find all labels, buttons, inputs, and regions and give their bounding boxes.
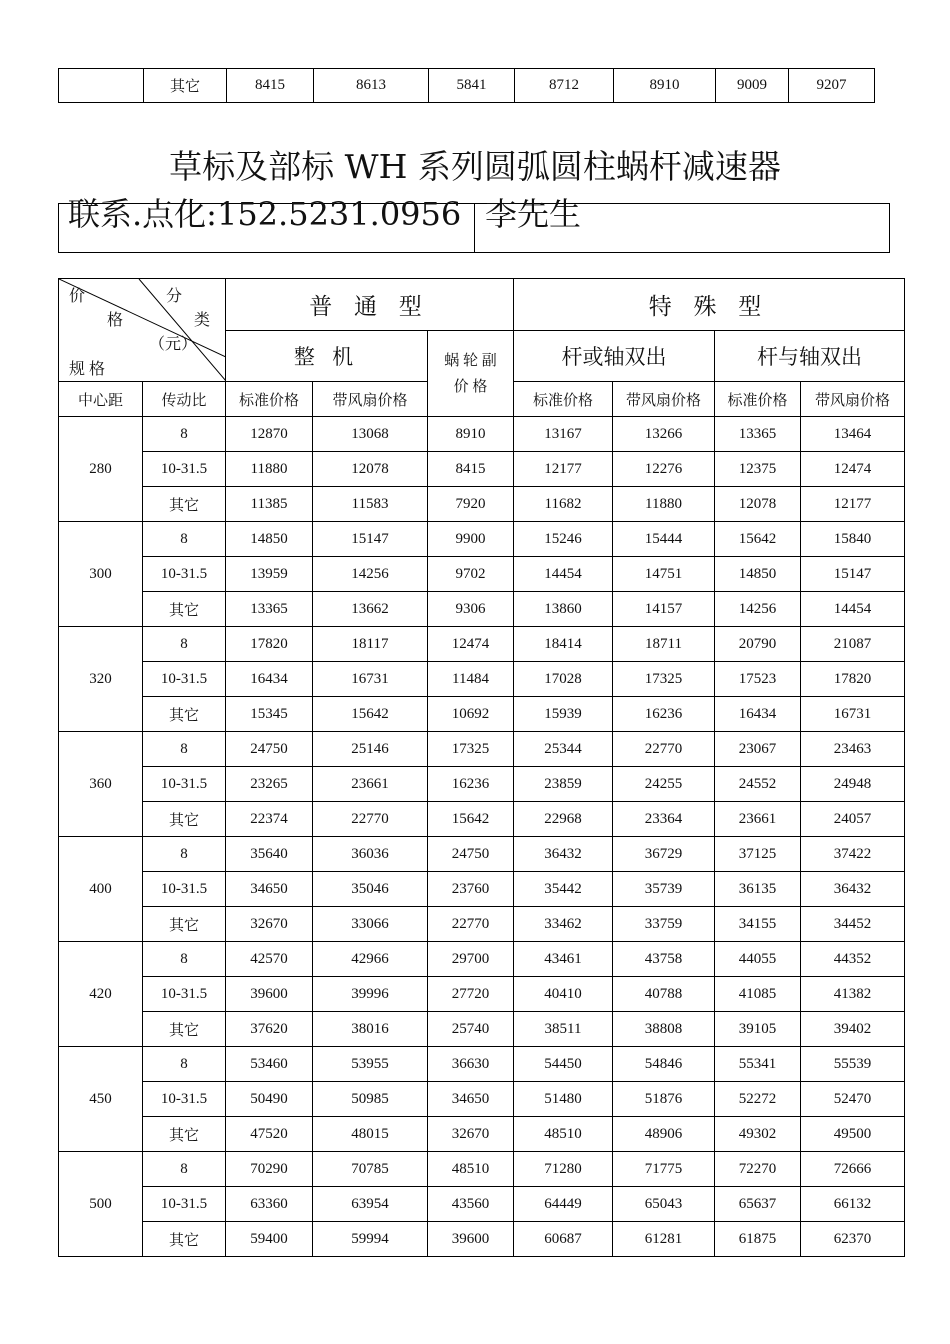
price-cell: 52470 xyxy=(801,1082,905,1117)
price-cell: 14454 xyxy=(801,592,905,627)
table-row xyxy=(59,1117,905,1152)
ratio-cell: 10-31.5 xyxy=(143,452,226,487)
price-cell: 14751 xyxy=(613,557,715,592)
price-cell: 13464 xyxy=(801,417,905,452)
table-row xyxy=(59,627,905,662)
corner-label-jia: 价 xyxy=(69,288,86,305)
price-cell: 63360 xyxy=(226,1187,313,1222)
price-cell: 15939 xyxy=(514,697,613,732)
table-row xyxy=(59,487,905,522)
ratio-cell: 8 xyxy=(143,732,226,767)
price-cell: 18711 xyxy=(613,627,715,662)
table-row xyxy=(59,1082,905,1117)
col-header: 标准价格 xyxy=(715,382,801,417)
col-header: 中心距 xyxy=(59,382,143,417)
price-cell: 35640 xyxy=(226,837,313,872)
ratio-cell: 其它 xyxy=(143,907,226,942)
corner-label-guige: 规 格 xyxy=(69,361,106,378)
price-cell: 48510 xyxy=(428,1152,514,1187)
price-cell: 15147 xyxy=(801,557,905,592)
price-cell: 22968 xyxy=(514,802,613,837)
price-cell: 54450 xyxy=(514,1047,613,1082)
price-cell: 20790 xyxy=(715,627,801,662)
price-cell: 23661 xyxy=(313,767,428,802)
price-cell: 11583 xyxy=(313,487,428,522)
price-cell: 65043 xyxy=(613,1187,715,1222)
contact-phone: 联系.点化:152.5231.0956 xyxy=(68,195,462,233)
table-row xyxy=(59,837,905,872)
price-cell: 32670 xyxy=(226,907,313,942)
price-cell: 53955 xyxy=(313,1047,428,1082)
price-cell: 22770 xyxy=(313,802,428,837)
price-cell: 41382 xyxy=(801,977,905,1012)
price-cell: 70290 xyxy=(226,1152,313,1187)
price-cell: 18117 xyxy=(313,627,428,662)
header-ganyuzhou: 杆与轴双出 xyxy=(715,331,905,382)
price-cell: 12177 xyxy=(514,452,613,487)
table-cell: 8910 xyxy=(614,69,716,103)
price-cell: 34650 xyxy=(428,1082,514,1117)
price-cell: 24552 xyxy=(715,767,801,802)
table-cell: 5841 xyxy=(429,69,515,103)
corner-label-fen: 分 xyxy=(166,288,183,305)
header-putong: 普 通 型 xyxy=(226,279,514,331)
ratio-cell: 10-31.5 xyxy=(143,662,226,697)
price-cell: 34452 xyxy=(801,907,905,942)
price-cell: 61875 xyxy=(715,1222,801,1257)
price-cell: 36630 xyxy=(428,1047,514,1082)
price-cell: 50490 xyxy=(226,1082,313,1117)
price-cell: 72270 xyxy=(715,1152,801,1187)
price-cell: 17028 xyxy=(514,662,613,697)
price-cell: 15642 xyxy=(428,802,514,837)
table-row xyxy=(59,557,905,592)
price-cell: 12177 xyxy=(801,487,905,522)
table-row xyxy=(59,592,905,627)
price-cell: 9900 xyxy=(428,522,514,557)
price-cell: 23760 xyxy=(428,872,514,907)
price-cell: 12474 xyxy=(428,627,514,662)
table-row xyxy=(59,417,905,452)
ratio-cell: 其它 xyxy=(143,1117,226,1152)
table-row xyxy=(59,1047,905,1082)
ratio-cell: 8 xyxy=(143,627,226,662)
price-cell: 13959 xyxy=(226,557,313,592)
price-cell: 35442 xyxy=(514,872,613,907)
price-cell: 33759 xyxy=(613,907,715,942)
price-cell: 33066 xyxy=(313,907,428,942)
price-cell: 12078 xyxy=(715,487,801,522)
price-cell: 43560 xyxy=(428,1187,514,1222)
price-cell: 21087 xyxy=(801,627,905,662)
price-cell: 23265 xyxy=(226,767,313,802)
price-cell: 12276 xyxy=(613,452,715,487)
table-cell: 8415 xyxy=(227,69,314,103)
price-cell: 13068 xyxy=(313,417,428,452)
price-cell: 37422 xyxy=(801,837,905,872)
table-cell: 9009 xyxy=(716,69,789,103)
price-cell: 61281 xyxy=(613,1222,715,1257)
ratio-cell: 8 xyxy=(143,942,226,977)
price-cell: 38808 xyxy=(613,1012,715,1047)
price-cell: 54846 xyxy=(613,1047,715,1082)
price-cell: 13167 xyxy=(514,417,613,452)
table-cell: 其它 xyxy=(144,69,227,103)
price-cell: 15345 xyxy=(226,697,313,732)
ratio-cell: 其它 xyxy=(143,697,226,732)
contact-name: 李先生 xyxy=(485,195,582,233)
price-cell: 41085 xyxy=(715,977,801,1012)
price-cell: 23463 xyxy=(801,732,905,767)
table-cell: 8712 xyxy=(515,69,614,103)
price-cell: 27720 xyxy=(428,977,514,1012)
col-header: 传动比 xyxy=(143,382,226,417)
table-row xyxy=(59,69,875,103)
price-cell: 17325 xyxy=(613,662,715,697)
ratio-cell: 10-31.5 xyxy=(143,767,226,802)
table-row xyxy=(59,662,905,697)
table-row xyxy=(59,732,905,767)
price-cell: 23067 xyxy=(715,732,801,767)
price-cell: 8415 xyxy=(428,452,514,487)
price-cell: 43461 xyxy=(514,942,613,977)
table-cell: 8613 xyxy=(314,69,429,103)
price-cell: 23364 xyxy=(613,802,715,837)
table-row xyxy=(59,767,905,802)
price-cell: 66132 xyxy=(801,1187,905,1222)
price-cell: 22374 xyxy=(226,802,313,837)
ratio-cell: 8 xyxy=(143,1047,226,1082)
price-cell: 22770 xyxy=(428,907,514,942)
price-cell: 37620 xyxy=(226,1012,313,1047)
price-cell: 11682 xyxy=(514,487,613,522)
price-cell: 9306 xyxy=(428,592,514,627)
price-cell: 17820 xyxy=(801,662,905,697)
price-cell: 11880 xyxy=(613,487,715,522)
price-cell: 71280 xyxy=(514,1152,613,1187)
price-cell: 52272 xyxy=(715,1082,801,1117)
center-distance-cell: 280 xyxy=(59,417,143,522)
price-cell: 59400 xyxy=(226,1222,313,1257)
ratio-cell: 10-31.5 xyxy=(143,557,226,592)
page-title: 草标及部标 WH 系列圆弧圆柱蜗杆减速器 xyxy=(169,147,781,186)
price-cell: 23859 xyxy=(514,767,613,802)
table-row xyxy=(59,522,905,557)
price-cell: 24948 xyxy=(801,767,905,802)
price-cell: 65637 xyxy=(715,1187,801,1222)
price-cell: 39600 xyxy=(428,1222,514,1257)
price-cell: 34650 xyxy=(226,872,313,907)
price-cell: 16434 xyxy=(715,697,801,732)
price-cell: 8910 xyxy=(428,417,514,452)
price-cell: 14850 xyxy=(226,522,313,557)
table-row xyxy=(59,1187,905,1222)
price-cell: 38016 xyxy=(313,1012,428,1047)
price-cell: 35046 xyxy=(313,872,428,907)
contact-divider xyxy=(474,203,475,253)
price-cell: 13365 xyxy=(715,417,801,452)
table-row xyxy=(59,977,905,1012)
ratio-cell: 其它 xyxy=(143,487,226,522)
price-cell: 49302 xyxy=(715,1117,801,1152)
header-jiage: 价 格 xyxy=(453,378,488,395)
center-distance-cell: 360 xyxy=(59,732,143,837)
price-cell: 13860 xyxy=(514,592,613,627)
price-cell: 72666 xyxy=(801,1152,905,1187)
price-cell: 55539 xyxy=(801,1047,905,1082)
ratio-cell: 其它 xyxy=(143,592,226,627)
corner-label-ge: 格 xyxy=(107,312,124,329)
price-cell: 12474 xyxy=(801,452,905,487)
price-cell: 15642 xyxy=(715,522,801,557)
price-cell: 24057 xyxy=(801,802,905,837)
ratio-cell: 10-31.5 xyxy=(143,977,226,1012)
price-cell: 15444 xyxy=(613,522,715,557)
price-cell: 59994 xyxy=(313,1222,428,1257)
table-row xyxy=(59,697,905,732)
table-cell xyxy=(59,69,144,103)
ratio-cell: 其它 xyxy=(143,1012,226,1047)
price-cell: 33462 xyxy=(514,907,613,942)
header-corner-cell xyxy=(59,279,226,382)
center-distance-cell: 300 xyxy=(59,522,143,627)
ratio-cell: 8 xyxy=(143,837,226,872)
price-cell: 39600 xyxy=(226,977,313,1012)
price-cell: 32670 xyxy=(428,1117,514,1152)
ratio-cell: 10-31.5 xyxy=(143,872,226,907)
price-cell: 25740 xyxy=(428,1012,514,1047)
price-cell: 48906 xyxy=(613,1117,715,1152)
price-cell: 36135 xyxy=(715,872,801,907)
price-cell: 23661 xyxy=(715,802,801,837)
header-teshu: 特 殊 型 xyxy=(514,279,905,331)
price-cell: 17523 xyxy=(715,662,801,697)
price-table-body xyxy=(59,417,905,1257)
price-cell: 36036 xyxy=(313,837,428,872)
ratio-cell: 8 xyxy=(143,522,226,557)
price-cell: 25344 xyxy=(514,732,613,767)
price-cell: 22770 xyxy=(613,732,715,767)
price-cell: 7920 xyxy=(428,487,514,522)
col-header: 标准价格 xyxy=(226,382,313,417)
continuation-table xyxy=(58,68,875,103)
price-cell: 39105 xyxy=(715,1012,801,1047)
price-cell: 17325 xyxy=(428,732,514,767)
price-cell: 43758 xyxy=(613,942,715,977)
price-cell: 24750 xyxy=(428,837,514,872)
price-cell: 12375 xyxy=(715,452,801,487)
price-cell: 49500 xyxy=(801,1117,905,1152)
price-cell: 39996 xyxy=(313,977,428,1012)
price-cell: 47520 xyxy=(226,1117,313,1152)
price-cell: 39402 xyxy=(801,1012,905,1047)
table-row xyxy=(59,452,905,487)
price-cell: 15147 xyxy=(313,522,428,557)
price-cell: 25146 xyxy=(313,732,428,767)
center-distance-cell: 420 xyxy=(59,942,143,1047)
price-cell: 11385 xyxy=(226,487,313,522)
price-cell: 51480 xyxy=(514,1082,613,1117)
ratio-cell: 8 xyxy=(143,417,226,452)
price-cell: 35739 xyxy=(613,872,715,907)
price-cell: 50985 xyxy=(313,1082,428,1117)
table-row xyxy=(59,802,905,837)
col-header: 带风扇价格 xyxy=(801,382,905,417)
price-cell: 14256 xyxy=(715,592,801,627)
price-cell: 64449 xyxy=(514,1187,613,1222)
center-distance-cell: 500 xyxy=(59,1152,143,1257)
price-cell: 14157 xyxy=(613,592,715,627)
price-cell: 71775 xyxy=(613,1152,715,1187)
price-cell: 29700 xyxy=(428,942,514,977)
price-cell: 63954 xyxy=(313,1187,428,1222)
table-row xyxy=(59,1222,905,1257)
col-header: 带风扇价格 xyxy=(613,382,715,417)
price-cell: 16731 xyxy=(313,662,428,697)
header-zhengji: 整 机 xyxy=(226,331,428,382)
price-cell: 24750 xyxy=(226,732,313,767)
price-cell: 62370 xyxy=(801,1222,905,1257)
header-wolunfu: 蜗 轮 副 xyxy=(444,352,497,369)
ratio-cell: 其它 xyxy=(143,1222,226,1257)
price-cell: 10692 xyxy=(428,697,514,732)
price-cell: 11484 xyxy=(428,662,514,697)
table-row xyxy=(59,942,905,977)
price-cell: 60687 xyxy=(514,1222,613,1257)
header-ganhuozhou: 杆或轴双出 xyxy=(514,331,715,382)
price-cell: 11880 xyxy=(226,452,313,487)
ratio-cell: 10-31.5 xyxy=(143,1082,226,1117)
col-header: 标准价格 xyxy=(514,382,613,417)
price-cell: 18414 xyxy=(514,627,613,662)
price-cell: 48510 xyxy=(514,1117,613,1152)
table-row xyxy=(59,1152,905,1187)
price-cell: 24255 xyxy=(613,767,715,802)
price-cell: 51876 xyxy=(613,1082,715,1117)
price-cell: 16236 xyxy=(613,697,715,732)
price-cell: 16236 xyxy=(428,767,514,802)
center-distance-cell: 320 xyxy=(59,627,143,732)
price-cell: 15246 xyxy=(514,522,613,557)
price-cell: 17820 xyxy=(226,627,313,662)
price-cell: 48015 xyxy=(313,1117,428,1152)
col-header: 带风扇价格 xyxy=(313,382,428,417)
price-cell: 12078 xyxy=(313,452,428,487)
center-distance-cell: 400 xyxy=(59,837,143,942)
header-wolunfu-cell xyxy=(428,331,514,417)
corner-label-lei: 类 xyxy=(194,312,211,329)
ratio-cell: 10-31.5 xyxy=(143,1187,226,1222)
corner-label-yuan: （元） xyxy=(149,336,198,353)
price-cell: 34155 xyxy=(715,907,801,942)
price-cell: 40410 xyxy=(514,977,613,1012)
table-row xyxy=(59,907,905,942)
price-cell: 40788 xyxy=(613,977,715,1012)
price-cell: 13365 xyxy=(226,592,313,627)
price-cell: 55341 xyxy=(715,1047,801,1082)
price-cell: 16434 xyxy=(226,662,313,697)
price-cell: 15840 xyxy=(801,522,905,557)
price-cell: 38511 xyxy=(514,1012,613,1047)
price-cell: 36432 xyxy=(514,837,613,872)
ratio-cell: 其它 xyxy=(143,802,226,837)
table-cell: 9207 xyxy=(789,69,875,103)
price-cell: 70785 xyxy=(313,1152,428,1187)
price-cell: 14256 xyxy=(313,557,428,592)
price-cell: 13266 xyxy=(613,417,715,452)
price-cell: 44055 xyxy=(715,942,801,977)
price-cell: 14454 xyxy=(514,557,613,592)
price-cell: 53460 xyxy=(226,1047,313,1082)
price-cell: 9702 xyxy=(428,557,514,592)
price-cell: 42966 xyxy=(313,942,428,977)
price-cell: 36432 xyxy=(801,872,905,907)
price-cell: 36729 xyxy=(613,837,715,872)
price-cell: 12870 xyxy=(226,417,313,452)
center-distance-cell: 450 xyxy=(59,1047,143,1152)
price-cell: 37125 xyxy=(715,837,801,872)
price-cell: 14850 xyxy=(715,557,801,592)
price-cell: 16731 xyxy=(801,697,905,732)
price-cell: 15642 xyxy=(313,697,428,732)
price-cell: 44352 xyxy=(801,942,905,977)
table-row xyxy=(59,1012,905,1047)
price-table xyxy=(58,278,905,1257)
price-cell: 42570 xyxy=(226,942,313,977)
table-row xyxy=(59,872,905,907)
ratio-cell: 8 xyxy=(143,1152,226,1187)
price-cell: 13662 xyxy=(313,592,428,627)
